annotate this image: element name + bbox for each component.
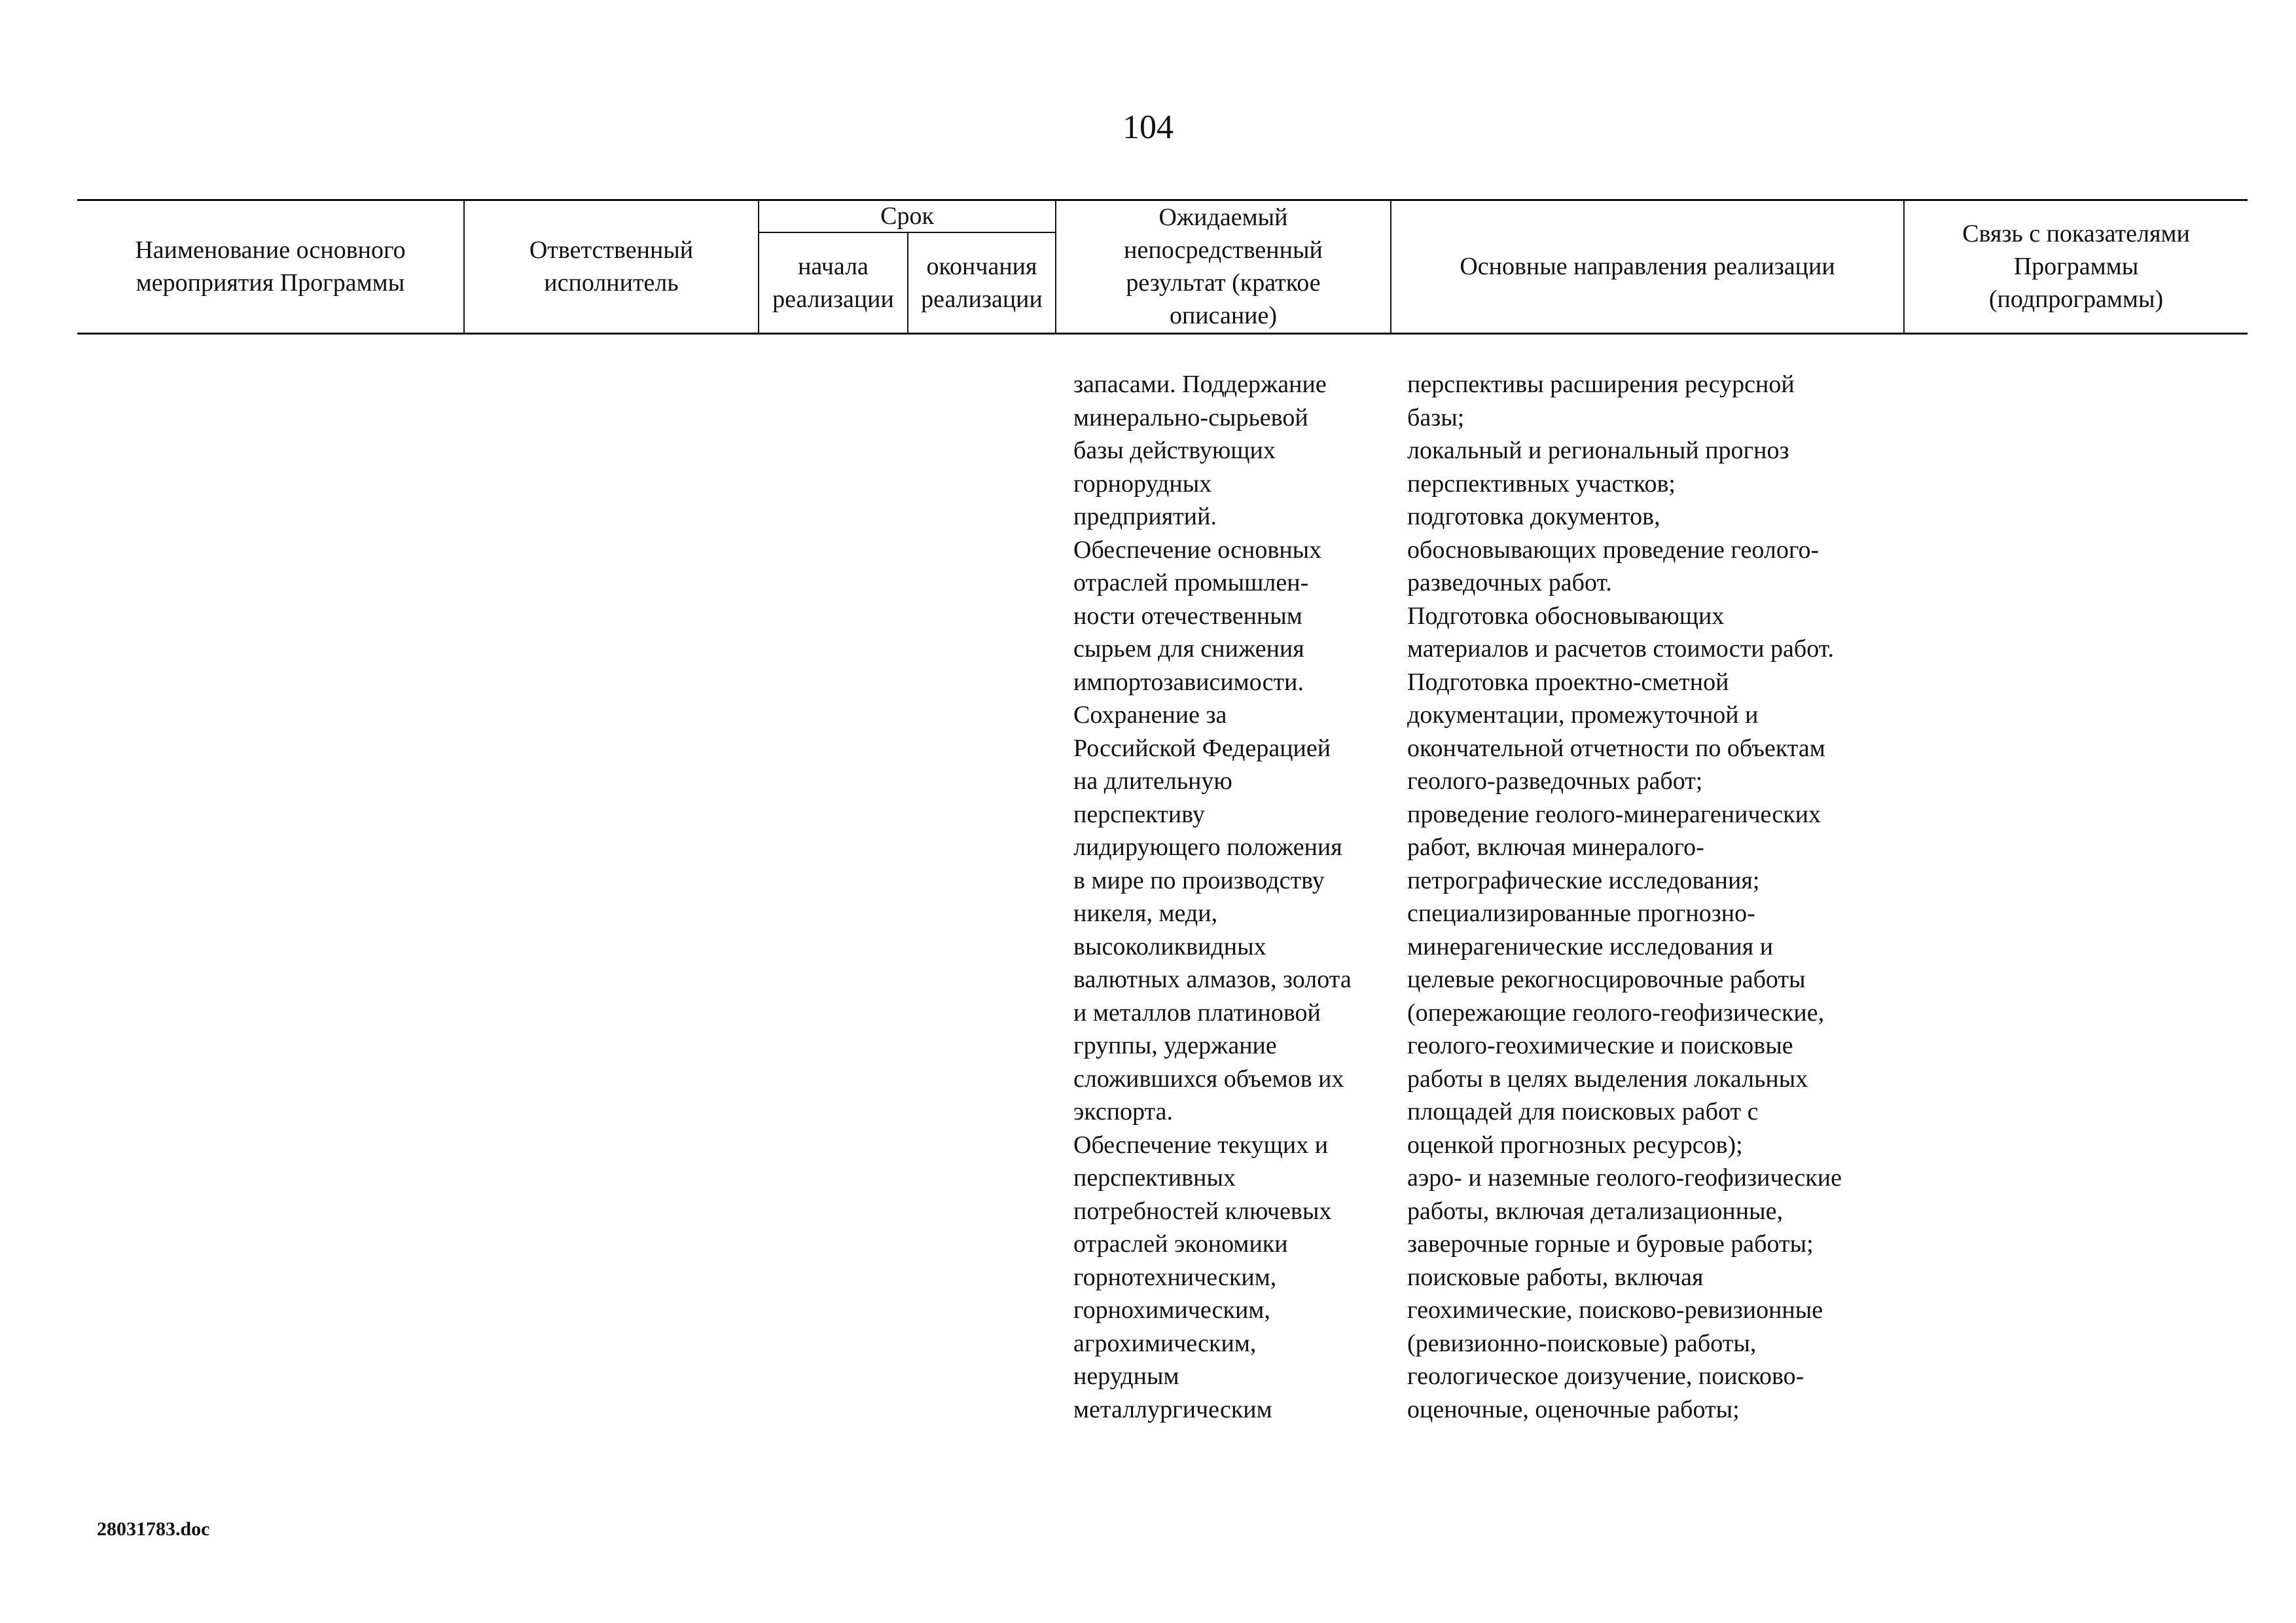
header-executor: Ответственный исполнитель [529,236,694,297]
header-end: окончания реализации [921,253,1043,313]
header-bottom-rule [77,333,2248,335]
header-directions: Основные направления реализации [1460,253,1835,280]
header-activity-name: Наименование основного мероприятия Программы [135,236,406,297]
expected-result-text: запасами. Поддержание минерально-сырьевой базы действующих горнорудных предприятий. Обеспечение основных отраслей промышлен- ности отечественным сырьем для снижения импортозависимости. Сохранение за Российской Федерацией на длительную перспективу лидирующего положения в мире по производству никеля, меди, высоколиквидных валютных алмазов, золота и металлов платиновой группы, удержание сложившихся объемов их экспорта. Обеспечение текущих и перспективных потребностей ключевых отраслей экономики горнотехническим, горнохимическим, агрохимическим, нерудным металлургическим [1073,371,1352,1423]
page-number: 104 [1122,109,1174,146]
document-file-name: 28031783.doc [97,1518,210,1540]
header-expected-result: Ожидаемый непосредственный результат (краткое описание) [1124,204,1323,329]
header-start: начала реализации [772,253,894,313]
header-indicator-link: Связь с показателями Программы (подпрограммы) [1962,220,2190,313]
header-term: Срок [880,202,934,230]
directions-text: перспективы расширения ресурсной базы; локальный и региональный прогноз перспективных участков; подготовка документов, обосновывающих проведение геолого- разведочных работ. Подготовка обосновывающих материалов и расчетов стоимости работ. Подготовка проектно-сметной документации, промежуточной и окончательной отчетности по объектам геолого-разведочных работ; проведение геолого-минерагенических работ, включая минералого- петрографические исследования; специализированные прогнозно- минерагенические исследования и целевые рекогносцировочные работы (опережающие геолого-геофизические, геолого-геохимические и поисковые работы в целях выделения локальных площадей для поисковых работ с оценкой прогнозных ресурсов); аэро- и наземные геолого-геофизические работы, включая детализационные, заверочные горные и буровые работы; поисковые работы, включая геохимические, поисково-ревизионные (ревизионно-поисковые) работы, геологическое доизучение, поисково- оценочные, оценочные работы; [1407,371,1842,1423]
